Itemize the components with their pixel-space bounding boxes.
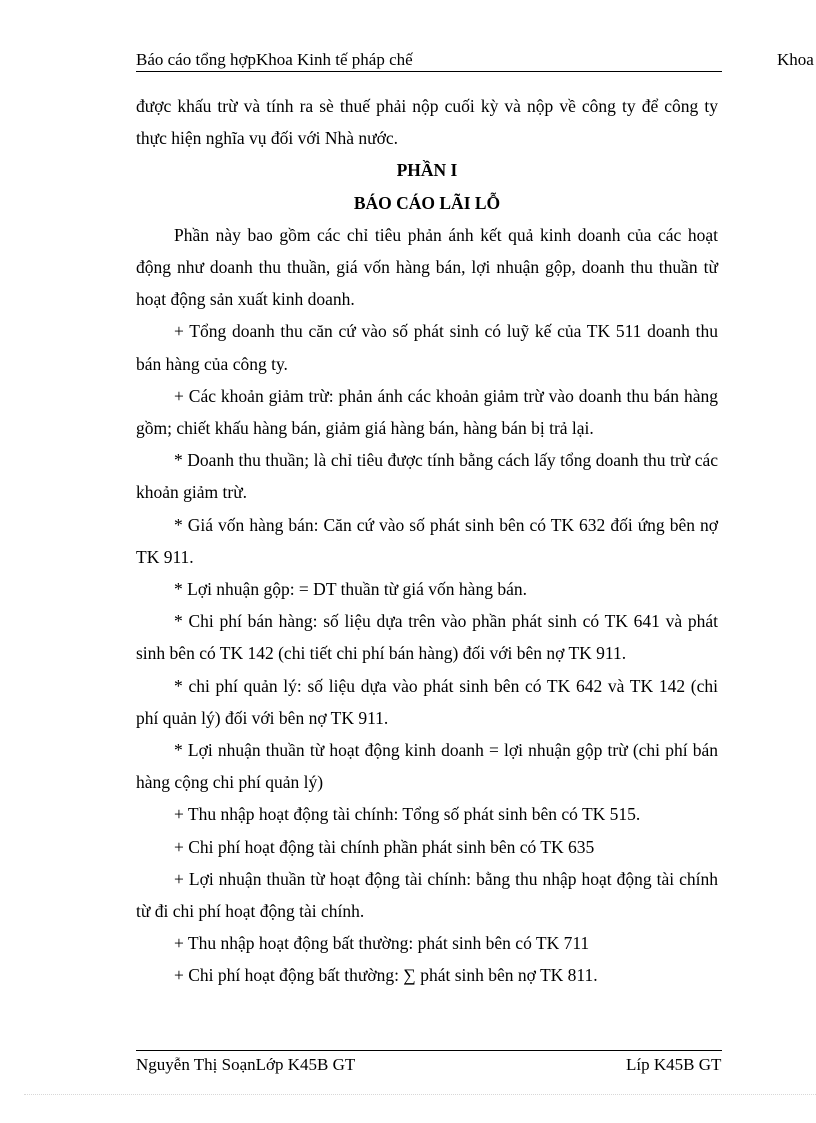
intro-paragraph: được khấu trừ và tính ra sè thuế phải nộp cuối kỳ và nộp về công ty để công ty thực hiện nghĩa vụ đối với Nhà nước.: [136, 96, 718, 149]
running-header-title: Báo cáo tổng hợpKhoa Kinh tế pháp chế: [136, 50, 413, 69]
document-body: [136, 90, 718, 992]
running-footer-class: Líp K45B GT: [626, 1055, 722, 1074]
running-header-right: Khoa: [777, 50, 814, 69]
paragraph-selling-expense: * Chi phí bán hàng: số liệu dựa trên vào phần phát sinh có TK 641 và phát sinh bên có TK 142 (chi tiết chi phí bán hàng) đối với bên nợ TK 911.: [136, 611, 718, 664]
paragraph-net-revenue: * Doanh thu thuần; là chỉ tiêu được tính bằng cách lấy tổng doanh thu trừ các khoản giảm trừ.: [136, 450, 718, 503]
paragraph-financial-income: + Thu nhập hoạt động tài chính: Tổng số phát sinh bên có TK 515.: [174, 804, 641, 825]
paragraph-operating-profit: * Lợi nhuận thuần từ hoạt động kinh doanh = lợi nhuận gộp trừ (chi phí bán hàng cộng chi phí quản lý): [136, 740, 718, 793]
part-title: PHẦN I: [396, 160, 458, 181]
section-title: BÁO CÁO LÃI LỖ: [353, 192, 501, 213]
paragraph-deductions: + Các khoản giảm trừ: phản ánh các khoản giảm trừ vào doanh thu bán hàng gồm; chiết khấu hàng bán, giảm giá hàng bán, hàng bán bị trả lại.: [136, 385, 718, 439]
paragraph-total-revenue: + Tổng doanh thu căn cứ vào số phát sinh có luỹ kế của TK 511 doanh thu bán hàng của công ty.: [136, 321, 718, 374]
paragraph-extraordinary-expense: + Chi phí hoạt động bất thường: ∑ phát sinh bên nợ TK 811.: [174, 965, 598, 986]
page-edge: [24, 1094, 816, 1095]
paragraph-admin-expense: * chi phí quản lý: số liệu dựa vào phát sinh bên có TK 642 và TK 142 (chi phí quản lý) đối với bên nợ TK 911.: [136, 675, 718, 728]
paragraph-financial-expense: + Chi phí hoạt động tài chính phần phát sinh bên có TK 635: [174, 836, 595, 857]
footer-divider: [136, 1050, 722, 1051]
paragraph-financial-profit: + Lợi nhuận thuần từ hoạt động tài chính: bằng thu nhập hoạt động tài chính từ đi chi phí hoạt động tài chính.: [136, 868, 718, 922]
running-footer-author: Nguyễn Thị SoạnLớp K45B GT: [136, 1055, 356, 1074]
paragraph-overview: Phần này bao gồm các chỉ tiêu phản ánh kết quả kinh doanh của các hoạt động như doanh thu thuần, giá vốn hàng bán, lợi nhuận gộp, doanh thu thuần từ hoạt động sản xuất kinh doanh.: [136, 224, 718, 310]
paragraph-cost-of-goods: * Giá vốn hàng bán: Căn cứ vào số phát sinh bên có TK 632 đối ứng bên nợ TK 911.: [136, 514, 718, 567]
paragraph-extraordinary-income: + Thu nhập hoạt động bất thường: phát sinh bên có TK 711: [174, 933, 590, 954]
header-divider: [136, 71, 722, 72]
paragraph-gross-profit: * Lợi nhuận gộp: = DT thuần từ giá vốn hàng bán.: [174, 579, 527, 600]
